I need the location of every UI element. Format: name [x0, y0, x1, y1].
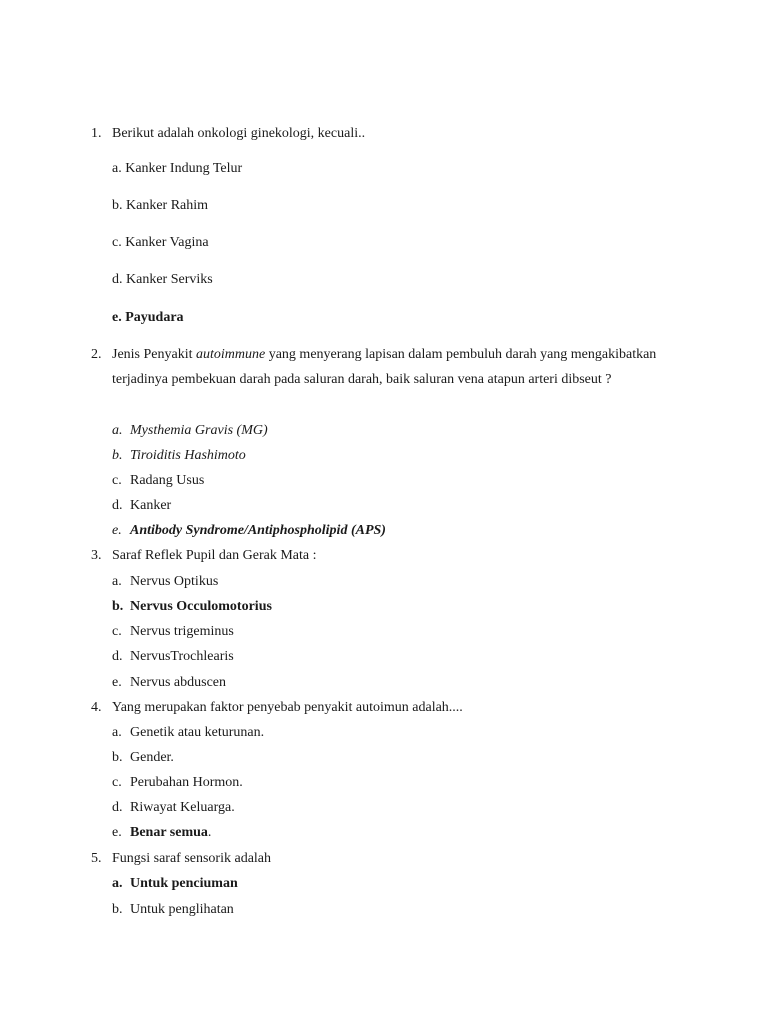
option-b [112, 447, 246, 465]
option-text: Nervus abduscen [130, 675, 227, 690]
option-e [112, 674, 226, 692]
option-letter: e. [112, 310, 122, 325]
option-c [112, 774, 243, 792]
option-text: Gender. [130, 750, 174, 765]
question-text [112, 342, 672, 392]
option-letter: d. [112, 800, 123, 815]
option-d [112, 799, 235, 817]
question-number: 3. [91, 548, 102, 563]
option-b [112, 197, 208, 215]
option-text: Kanker [130, 498, 172, 513]
option-e-answer [112, 824, 211, 842]
question-text-part: yang menyerang lapisan dalam pembuluh darah yang mengakibatkan terjadinya pembekuan darah pada saluran darah, baik saluran vena atapun arteri dibseut ? [112, 347, 657, 387]
option-letter: a. [112, 574, 122, 589]
option-text: Genetik atau keturunan. [130, 725, 265, 740]
question-number: 2. [91, 347, 102, 362]
option-text: Riwayat Keluarga. [130, 800, 235, 815]
option-text: Antibody Syndrome/Antiphospholipid (APS) [130, 523, 386, 538]
question-number: 5. [91, 851, 102, 866]
option-letter: b. [112, 750, 123, 765]
option-letter: b. [112, 902, 123, 917]
option-a-answer [112, 875, 238, 893]
option-text: Kanker Indung Telur [125, 161, 243, 176]
option-letter: b. [112, 448, 123, 463]
option-letter: d. [112, 272, 123, 287]
option-c [112, 234, 209, 252]
option-letter: a. [112, 161, 122, 176]
option-text: Kanker Vagina [125, 235, 209, 250]
option-c [112, 472, 204, 490]
option-a [112, 724, 264, 742]
option-c [112, 623, 234, 641]
option-text: Kanker Rahim [126, 198, 209, 213]
option-text: Radang Usus [130, 473, 205, 488]
option-text: Benar semua [130, 825, 208, 840]
option-a [112, 422, 268, 440]
option-suffix: . [207, 825, 212, 840]
option-letter: a. [112, 423, 123, 438]
option-letter: c. [112, 624, 122, 639]
option-letter: b. [112, 198, 123, 213]
option-e-answer [112, 309, 184, 327]
option-a [112, 160, 242, 178]
option-b [112, 901, 234, 919]
option-text: Nervus Optikus [130, 574, 219, 589]
option-letter: c. [112, 775, 122, 790]
option-text: Nervus Occulomotorius [130, 599, 272, 614]
option-letter: d. [112, 498, 123, 513]
option-letter: e. [112, 675, 122, 690]
option-a [112, 573, 218, 591]
option-letter: d. [112, 649, 123, 664]
question-text-italic: autoimmune [196, 347, 266, 362]
option-d [112, 648, 234, 666]
option-letter: b. [112, 599, 124, 614]
question-text-part: Jenis Penyakit [112, 347, 196, 362]
option-text: Payudara [125, 310, 184, 325]
question-text: Saraf Reflek Pupil dan Gerak Mata : [112, 548, 317, 563]
question-text: Fungsi saraf sensorik adalah [112, 851, 272, 866]
option-b-answer [112, 598, 272, 616]
option-letter: a. [112, 876, 123, 891]
option-e-answer [112, 522, 386, 540]
question-text: Yang merupakan faktor penyebab penyakit autoimun adalah.... [112, 700, 463, 715]
option-letter: c. [112, 473, 122, 488]
option-letter: e. [112, 825, 122, 840]
option-letter: a. [112, 725, 122, 740]
option-text: Kanker Serviks [126, 272, 213, 287]
option-letter: e. [112, 523, 122, 538]
option-text: Mysthemia Gravis (MG) [130, 423, 268, 438]
option-text: Perubahan Hormon. [130, 775, 243, 790]
option-d [112, 271, 213, 289]
option-b [112, 749, 174, 767]
question-number: 1. [91, 126, 102, 141]
option-text: NervusTrochlearis [130, 649, 234, 664]
question-text: Berikut adalah onkologi ginekologi, kecuali.. [112, 126, 366, 141]
option-text: Tiroiditis Hashimoto [130, 448, 246, 463]
option-text: Nervus trigeminus [130, 624, 234, 639]
option-d [112, 497, 171, 515]
option-letter: c. [112, 235, 122, 250]
option-text: Untuk penciuman [130, 876, 238, 891]
option-text: Untuk penglihatan [130, 902, 234, 917]
question-number: 4. [91, 700, 102, 715]
